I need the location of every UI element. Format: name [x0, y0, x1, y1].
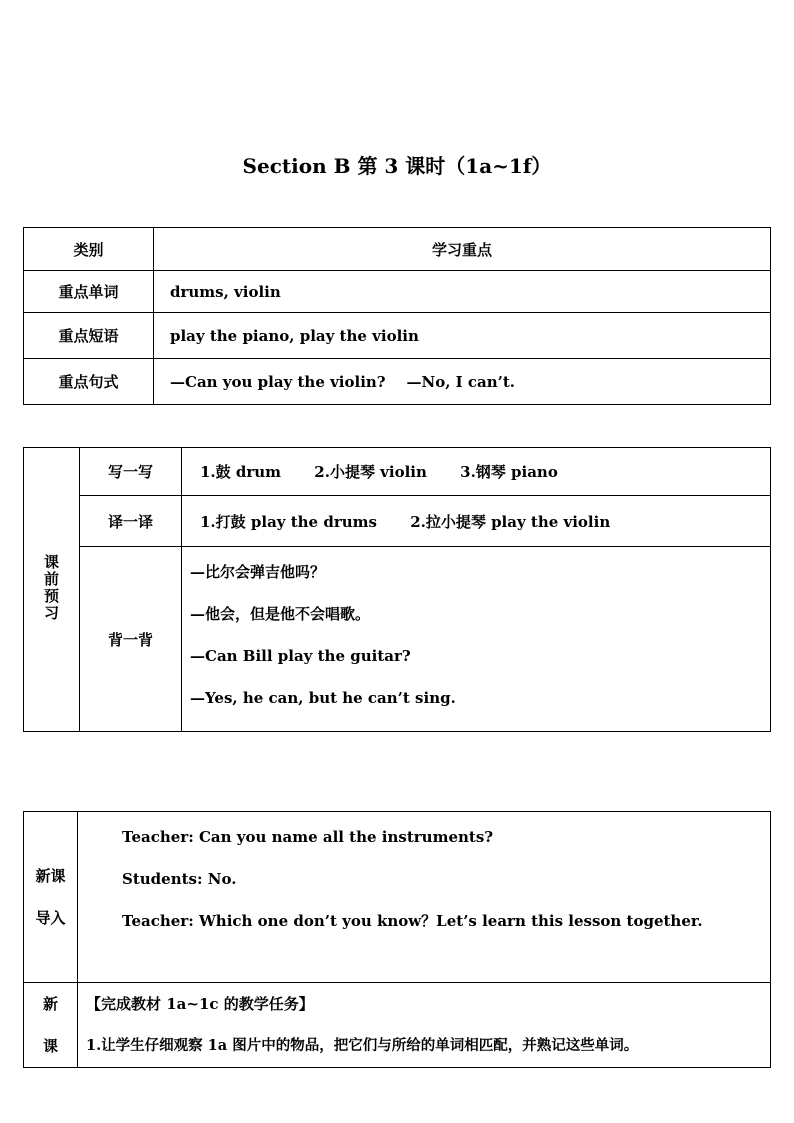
translate-item: 2.拉小提琴 play the violin: [410, 512, 611, 531]
intro-line: Teacher: Can you name all the instruments?: [122, 828, 494, 846]
translate-label: 译一译: [80, 496, 182, 547]
recite-lines: [182, 547, 771, 732]
header-focus: 学习重点: [154, 228, 771, 271]
intro-line: Teacher: Which one don’t you know？Let’s learn this lesson together.: [122, 912, 703, 930]
intro-label: [24, 812, 78, 983]
preview-side-label: [24, 448, 80, 732]
lesson-line: 【完成教材 1a~1c 的教学任务】: [86, 995, 314, 1013]
lesson-line: 1.让学生仔细观察 1a 图片中的物品，把它们与所给的单词相匹配，并熟记这些单词。: [86, 1037, 639, 1054]
recite-line: —Yes, he can, but he can’t sing.: [190, 689, 456, 707]
row-label-words: 重点单词: [24, 271, 154, 313]
intro-lines: [78, 812, 771, 983]
write-item: 1.鼓 drum: [200, 463, 282, 481]
row-value-sentences: —Can you play the violin? —No, I can’t.: [154, 359, 771, 405]
row-value-words: drums, violin: [154, 271, 771, 313]
intro-label-line: 新课: [35, 867, 66, 885]
lesson-table: [23, 811, 771, 1068]
lesson-lines: [78, 983, 771, 1068]
recite-line: —比尔会弹吉他吗？: [190, 563, 326, 581]
recite-line: —Can Bill play the guitar?: [190, 647, 411, 665]
recite-label: 背一背: [80, 547, 182, 732]
preview-side-text: 课前预习: [42, 553, 60, 622]
write-label: 写一写: [80, 448, 182, 496]
write-item: 3.钢琴 piano: [460, 463, 558, 481]
row-label-sentences: 重点句式: [24, 359, 154, 405]
page-title: Section B 第 3 课时（1a~1f）: [242, 154, 552, 178]
row-label-phrases: 重点短语: [24, 313, 154, 359]
lesson-label-line: 课: [42, 1037, 58, 1055]
translate-item: 1.打鼓 play the drums: [200, 512, 377, 531]
preview-table: [23, 447, 771, 732]
intro-label-line: 导入: [35, 909, 66, 927]
lesson-label: [24, 983, 78, 1068]
translate-items: [182, 496, 771, 547]
write-items: [182, 448, 771, 496]
intro-line: Students: No.: [122, 870, 237, 888]
key-points-table: [23, 227, 771, 405]
row-value-phrases: play the piano, play the violin: [154, 313, 771, 359]
lesson-label-line: 新: [42, 995, 58, 1013]
write-item: 2.小提琴 violin: [314, 463, 427, 481]
header-category: 类别: [24, 228, 154, 271]
recite-line: —他会，但是他不会唱歌。: [190, 605, 371, 623]
